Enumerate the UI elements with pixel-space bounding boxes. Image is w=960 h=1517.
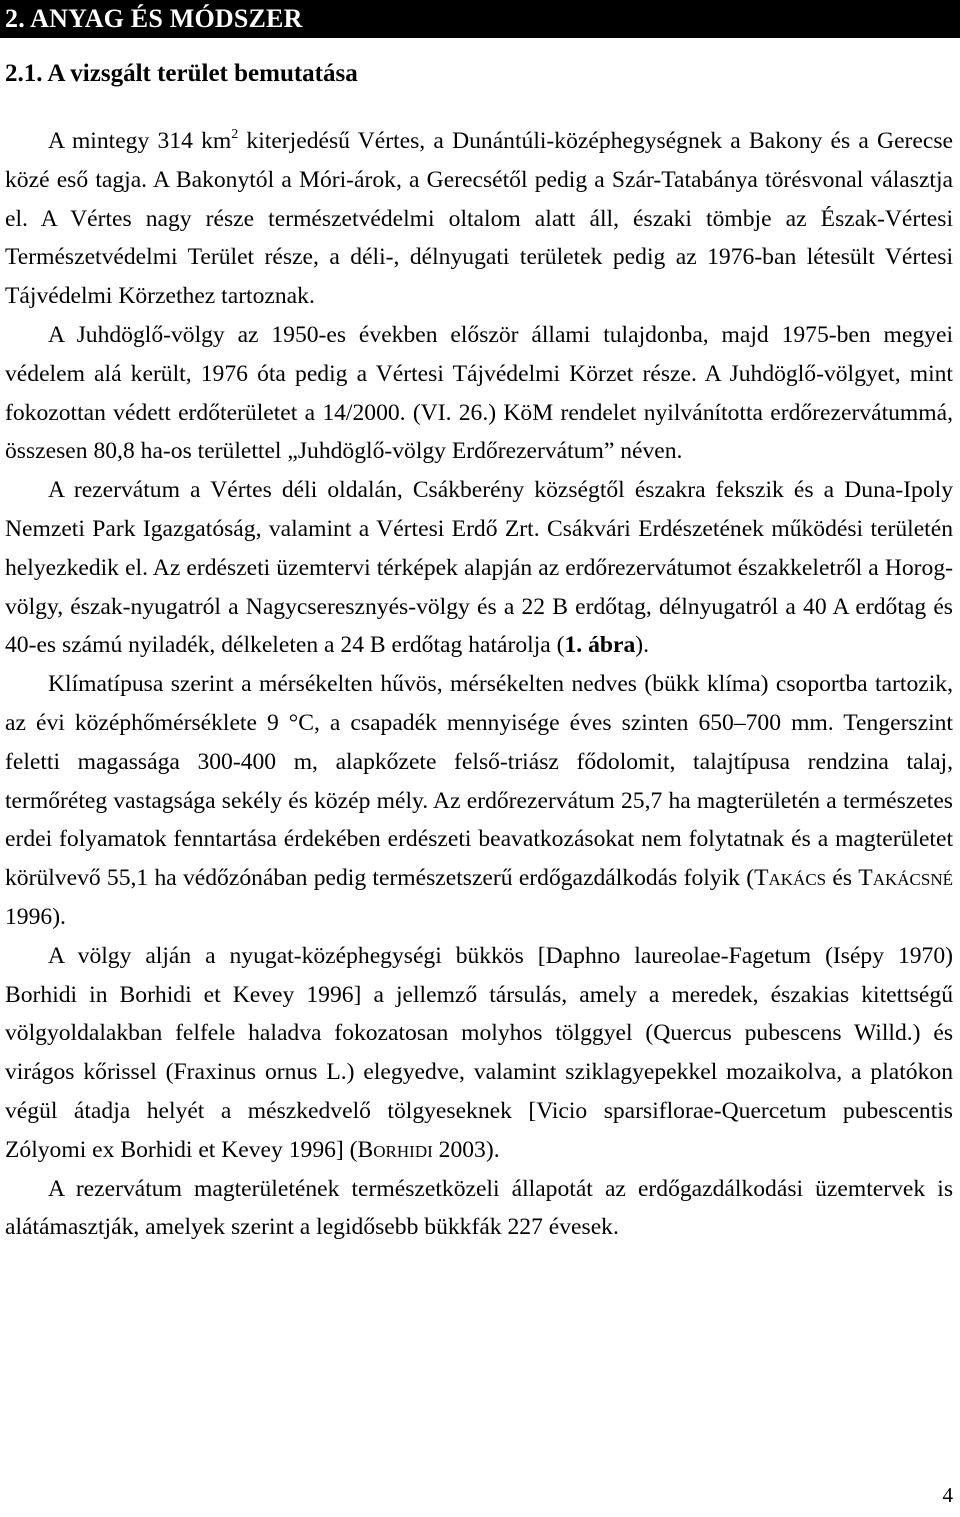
paragraph-text: 1996). [5,903,66,930]
paragraph-text: A völgy alján a nyugat-középhegységi bükkös [Daphno laureolae-Fagetum (Isépy 1970) Borhidi in Borhidi et Kevey 1996] a jellemző társulás, amely a meredek, északias kitettségű völgyoldalakban felfele haladva fokozatosan molyhos tölggyel (Quercus pubescens Willd.) és virágos kőrissel (Fraxinus ornus L.) elegyedve, valamint sziklagyepekkel mozaikolva, a platókon végül átadja helyét a mészkedvelő tölgyeseknek [Vicio sparsiflorae-Quercetum pubescentis Zólyomi ex Borhidi et Kevey 1996] ( [5,942,953,1163]
paragraph-climate [5,665,953,937]
paragraph-text: és [826,865,859,892]
paragraph-text: A rezervátum a Vértes déli oldalán, Csákberény községtől északra fekszik és a Duna-Ipoly Nemzeti Park Igazgatóság, valamint a Vértesi Erdő Zrt. Csákvári Erdészetének működési területén helyezkedik el. Az erdészeti üzemtervi térképek alapján az erdőrezervátumot északkeletről a Horog-völgy, észak-nyugatról a Nagycseresznyés-völgy és a 22 B erdőtag, délnyugatról a 40 A erdőtag és 40-es számú nyiladék, délkeleten a 24 B erdőtag határolja ( [5,477,953,659]
paragraph-vegetation [5,937,953,1170]
page-number: 4 [942,1483,953,1507]
paragraph-text: 2003). [432,1136,500,1163]
author-name: Takácsné [858,865,953,892]
author-name: Borhidi [357,1136,433,1163]
author-name: Takács [754,865,827,892]
paragraph-forest-age: A rezervátum magterületének természetközeli állapotát az erdőgazdálkodási üzemtervek is alátámasztják, amelyek szerint a legidősebb bükkfák 227 évesek. [5,1175,953,1241]
paragraph-study-area [5,122,953,316]
paragraph-protection-history: A Juhdöglő-völgy az 1950-es években először állami tulajdonba, majd 1975-ben megyei védelem alá került, 1976 óta pedig a Vértesi Tájvédelmi Körzet része. A Juhdöglő-völgyet, mint fokozottan védett erdőterületet a 14/2000. (VI. 26.) KöM rendelet nyilvánította erdőrezervátummá, összesen 80,8 ha-os területtel „Juhdöglő-völgy Erdőrezervátum” néven. [5,321,953,465]
paragraph-text: kiterjedésű Vértes, a Dunántúli-középhegységnek a Bakony és a Gerecse közé eső tagja. A Bakonytól a Móri-árok, a Gerecsétől pedig a Szár-Tatabánya törésvonal választja el. A Vértes nagy része természetvédelmi oltalom alatt áll, északi tömbje az Észak-Vértesi Természetvédelmi Terület része, a déli-, délnyugati területek pedig az 1976-ban létesült Vértesi Tájvédelmi Körzethez tartoznak. [5,128,953,310]
paragraph-location [5,471,953,665]
chapter-heading-bar [0,0,960,38]
paragraph-text: ). [635,632,650,659]
superscript: 2 [231,127,239,142]
paragraph-text: Klímatípusa szerint a mérsékelten hűvös, mérsékelten nedves (bükk klíma) csoportba tartozik, az évi középhőmérséklete 9 °C, a csapadék mennyisége éves szinten 650–700 mm. Tengerszint feletti magassága 300-400 m, alapkőzete felső-triász fődolomit, talajtípusa rendzina talaj, termőréteg vastagsága sekély és közép mély. Az erdőrezervátum 25,7 ha magterületén a természetes erdei folyamatok fenntartása érdekében erdészeti beavatkozásokat nem folytatnak és a magterületet körülvevő 55,1 ha védőzónában pedig természetszerű erdőgazdálkodás folyik ( [5,671,953,892]
paragraph-text: A mintegy 314 km [48,128,232,154]
figure-reference: 1. ábra [564,632,636,659]
section-title: 2.1. A vizsgált terület bemutatása [5,60,358,87]
body-text [5,122,953,1247]
chapter-title: 2. ANYAG ÉS MÓDSZER [5,4,303,33]
